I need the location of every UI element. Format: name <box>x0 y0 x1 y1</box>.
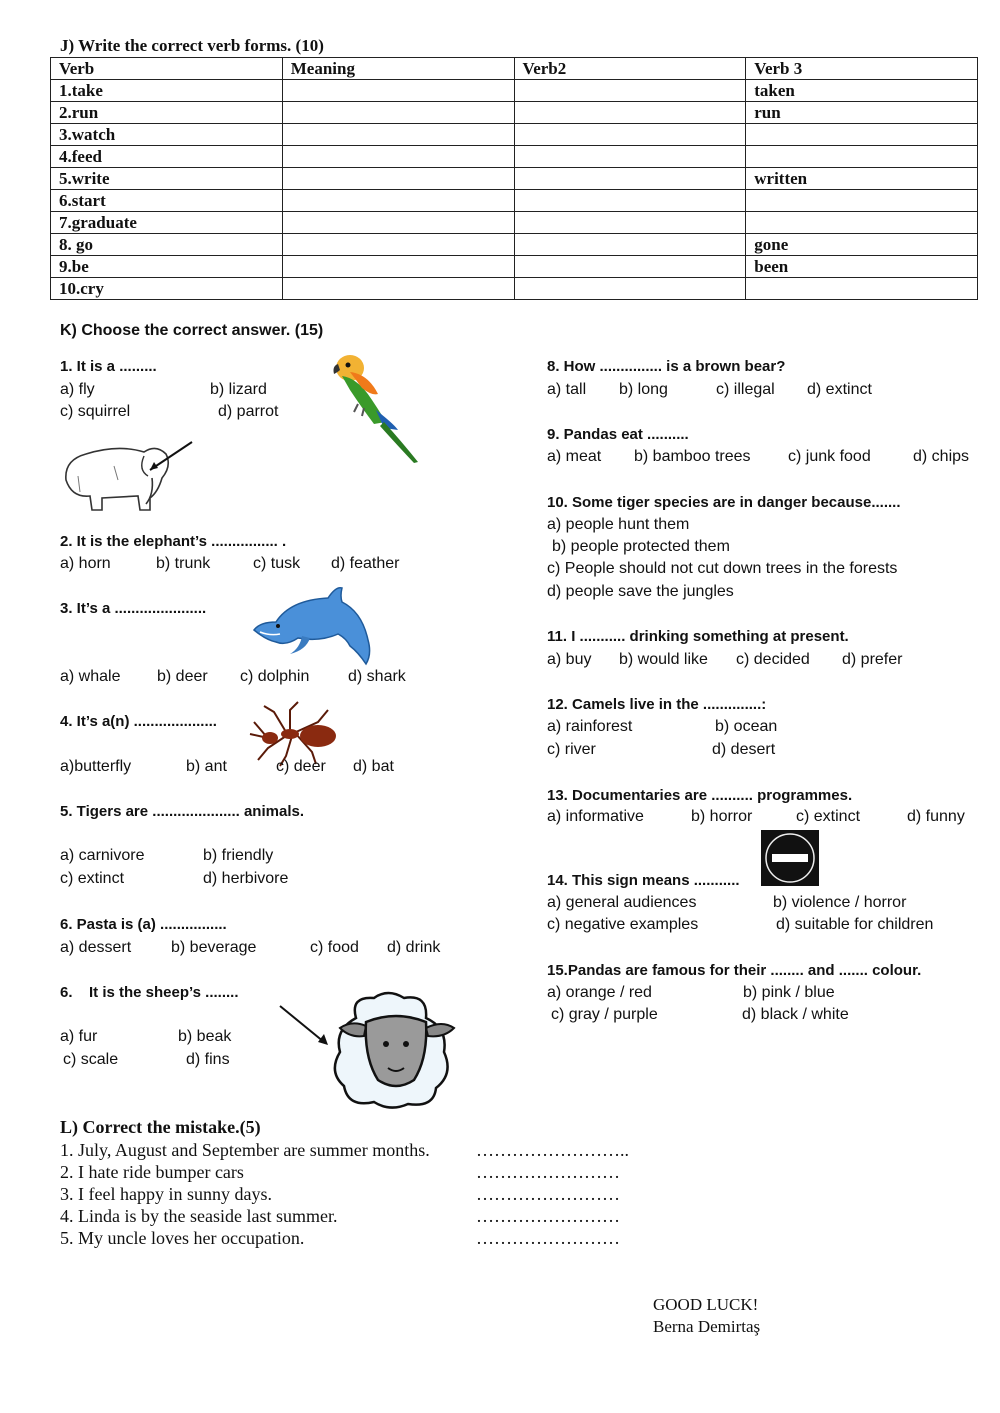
dolphin-image <box>250 582 375 667</box>
sheep-image <box>278 988 463 1110</box>
elephant-image <box>58 436 198 514</box>
q4-option-b: b) ant <box>186 758 227 775</box>
cell-meaning[interactable] <box>282 80 514 102</box>
q14-option-b: b) violence / horror <box>773 894 907 911</box>
q2-option-d: d) feather <box>331 555 400 572</box>
q5-option-d: d) herbivore <box>203 870 289 887</box>
q10-option-d: d) people save the jungles <box>547 583 734 600</box>
q14-option-a: a) general audiences <box>547 894 697 911</box>
q8-option-d: d) extinct <box>807 381 872 398</box>
cell-verb3[interactable] <box>746 146 978 168</box>
q1-option-b: b) lizard <box>210 381 267 398</box>
cell-meaning[interactable] <box>282 190 514 212</box>
table-row <box>51 124 978 146</box>
question-5: 5. Tigers are ..................... animals. <box>60 803 304 820</box>
q4-option-d: d) bat <box>353 758 394 775</box>
cell-meaning[interactable] <box>282 234 514 256</box>
q14-option-d: d) suitable for children <box>776 916 934 933</box>
table-row <box>51 256 978 278</box>
q15-option-a: a) orange / red <box>547 984 652 1001</box>
q9-option-d: d) chips <box>913 448 970 465</box>
cell-verb3[interactable]: gone <box>746 234 978 256</box>
q8-option-c: c) illegal <box>716 381 775 398</box>
mistake-sentence: 5. My uncle loves her occupation. <box>60 1228 305 1248</box>
q6-option-a: a) dessert <box>60 939 132 956</box>
mistake-sentence: 4. Linda is by the seaside last summer. <box>60 1206 338 1226</box>
cell-verb2[interactable] <box>514 234 746 256</box>
no-entry-sign-icon <box>759 828 821 888</box>
section-k-title: K) Choose the correct answer. (15) <box>60 322 324 339</box>
q6b-option-b: b) beak <box>178 1028 232 1045</box>
parrot-image <box>328 350 423 465</box>
q12-option-c: c) river <box>547 741 596 758</box>
q15-option-d: d) black / white <box>742 1006 849 1023</box>
question-15: 15.Pandas are famous for their ........ and ....... colour. <box>547 962 922 979</box>
q8-option-b: b) long <box>619 381 668 398</box>
q3-option-a: a) whale <box>60 668 121 685</box>
header-verb2: Verb2 <box>514 58 746 80</box>
q13-option-d: d) funny <box>907 808 965 825</box>
q2-option-a: a) horn <box>60 555 111 572</box>
cell-verb2[interactable] <box>514 124 746 146</box>
q13-option-b: b) horror <box>691 808 753 825</box>
cell-verb2[interactable] <box>514 190 746 212</box>
cell-verb: 4.feed <box>51 146 283 168</box>
cell-verb: 2.run <box>51 102 283 124</box>
section-l-title: L) Correct the mistake.(5) <box>60 1117 261 1137</box>
q5-option-b: b) friendly <box>203 847 274 864</box>
q9-option-b: b) bamboo trees <box>634 448 751 465</box>
question-3: 3. It’s a ...................... <box>60 600 207 617</box>
question-6b: It is the sheep’s ........ <box>89 984 239 1001</box>
cell-meaning[interactable] <box>282 168 514 190</box>
q11-option-a: a) buy <box>547 651 592 668</box>
q2-option-c: c) tusk <box>253 555 301 572</box>
mistake-sentence: 2. I hate ride bumper cars <box>60 1162 244 1182</box>
q5-option-a: a) carnivore <box>60 847 145 864</box>
q11-option-d: d) prefer <box>842 651 903 668</box>
cell-verb3[interactable]: run <box>746 102 978 124</box>
cell-verb2[interactable] <box>514 102 746 124</box>
cell-verb3[interactable]: taken <box>746 80 978 102</box>
cell-verb: 1.take <box>51 80 283 102</box>
table-row <box>51 146 978 168</box>
cell-verb3[interactable]: been <box>746 256 978 278</box>
question-4: 4. It’s a(n) .................... <box>60 713 217 730</box>
cell-verb: 7.graduate <box>51 212 283 234</box>
q6-option-b: b) beverage <box>171 939 257 956</box>
section-j-title: J) Write the correct verb forms. (10) <box>60 36 324 55</box>
header-meaning: Meaning <box>282 58 514 80</box>
q11-option-c: c) decided <box>736 651 810 668</box>
answer-blank[interactable]: …………………….. <box>476 1140 629 1160</box>
cell-verb2[interactable] <box>514 80 746 102</box>
q4-option-c: c) deer <box>276 758 326 775</box>
q1-option-a: a) fly <box>60 381 95 398</box>
q6b-option-c: c) scale <box>63 1051 119 1068</box>
question-6b-number: 6. <box>60 984 73 1001</box>
table-row <box>51 234 978 256</box>
question-8: 8. How ............... is a brown bear? <box>547 358 786 375</box>
cell-verb: 9.be <box>51 256 283 278</box>
cell-verb3[interactable] <box>746 278 978 300</box>
q3-option-b: b) deer <box>157 668 208 685</box>
cell-verb2[interactable] <box>514 278 746 300</box>
q3-option-c: c) dolphin <box>240 668 310 685</box>
mistake-sentence: 1. July, August and September are summer months. <box>60 1140 430 1160</box>
author-name: Berna Demirtaş <box>653 1317 761 1336</box>
cell-verb3[interactable] <box>746 212 978 234</box>
q1-option-c: c) squirrel <box>60 403 131 420</box>
q13-option-c: c) extinct <box>796 808 861 825</box>
q6-option-c: c) food <box>310 939 359 956</box>
table-row <box>51 190 978 212</box>
question-12: 12. Camels live in the ..............: <box>547 696 767 713</box>
q15-option-c: c) gray / purple <box>551 1006 658 1023</box>
q6b-option-d: d) fins <box>186 1051 230 1068</box>
question-2: 2. It is the elephant’s ................ . <box>60 533 287 550</box>
cell-verb3[interactable]: written <box>746 168 978 190</box>
cell-verb: 3.watch <box>51 124 283 146</box>
q1-option-d: d) parrot <box>218 403 279 420</box>
q10-option-c: c) People should not cut down trees in the forests <box>547 560 898 577</box>
table-row <box>51 168 978 190</box>
table-row <box>51 80 978 102</box>
answer-blank[interactable]: …………………… <box>476 1206 620 1226</box>
question-10: 10. Some tiger species are in danger because....... <box>547 494 901 511</box>
mistake-sentence: 3. I feel happy in sunny days. <box>60 1184 272 1204</box>
header-verb: Verb <box>51 58 283 80</box>
q14-option-c: c) negative examples <box>547 916 699 933</box>
question-1: 1. It is a ......... <box>60 358 157 375</box>
cell-verb2[interactable] <box>514 168 746 190</box>
cell-verb3[interactable] <box>746 124 978 146</box>
q4-option-a: a)butterfly <box>60 758 132 775</box>
cell-meaning[interactable] <box>282 278 514 300</box>
cell-meaning[interactable] <box>282 256 514 278</box>
cell-verb: 8. go <box>51 234 283 256</box>
question-14: 14. This sign means ........... <box>547 872 740 889</box>
q5-option-c: c) extinct <box>60 870 125 887</box>
header-verb3: Verb 3 <box>746 58 978 80</box>
answer-blank[interactable]: …………………… <box>476 1162 620 1182</box>
table-row <box>51 278 978 300</box>
q9-option-a: a) meat <box>547 448 602 465</box>
q12-option-a: a) rainforest <box>547 718 633 735</box>
cell-meaning[interactable] <box>282 102 514 124</box>
q2-option-b: b) trunk <box>156 555 211 572</box>
question-11: 11. I ........... drinking something at present. <box>547 628 849 645</box>
verb-forms-table <box>50 57 978 300</box>
table-row <box>51 102 978 124</box>
cell-meaning[interactable] <box>282 124 514 146</box>
cell-verb2[interactable] <box>514 256 746 278</box>
q3-option-d: d) shark <box>348 668 406 685</box>
cell-verb: 10.cry <box>51 278 283 300</box>
q10-option-b: b) people protected them <box>552 538 730 555</box>
q12-option-b: b) ocean <box>715 718 778 735</box>
answer-blank[interactable]: …………………… <box>476 1228 620 1248</box>
q12-option-d: d) desert <box>712 741 776 758</box>
cell-verb2[interactable] <box>514 146 746 168</box>
cell-verb: 6.start <box>51 190 283 212</box>
question-6: 6. Pasta is (a) ................ <box>60 916 227 933</box>
q15-option-b: b) pink / blue <box>743 984 835 1001</box>
cell-meaning[interactable] <box>282 146 514 168</box>
q13-option-a: a) informative <box>547 808 644 825</box>
good-luck-text: GOOD LUCK! <box>653 1295 759 1314</box>
cell-verb3[interactable] <box>746 190 978 212</box>
question-13: 13. Documentaries are .......... programmes. <box>547 787 853 804</box>
q11-option-b: b) would like <box>619 651 708 668</box>
question-9: 9. Pandas eat .......... <box>547 426 689 443</box>
table-header-row <box>51 58 978 80</box>
q8-option-a: a) tall <box>547 381 587 398</box>
q6-option-d: d) drink <box>387 939 441 956</box>
table-row <box>51 212 978 234</box>
q6b-option-a: a) fur <box>60 1028 98 1045</box>
answer-blank[interactable]: …………………… <box>476 1184 620 1204</box>
cell-verb: 5.write <box>51 168 283 190</box>
cell-meaning[interactable] <box>282 212 514 234</box>
q10-option-a: a) people hunt them <box>547 516 690 533</box>
cell-verb2[interactable] <box>514 212 746 234</box>
q9-option-c: c) junk food <box>788 448 871 465</box>
